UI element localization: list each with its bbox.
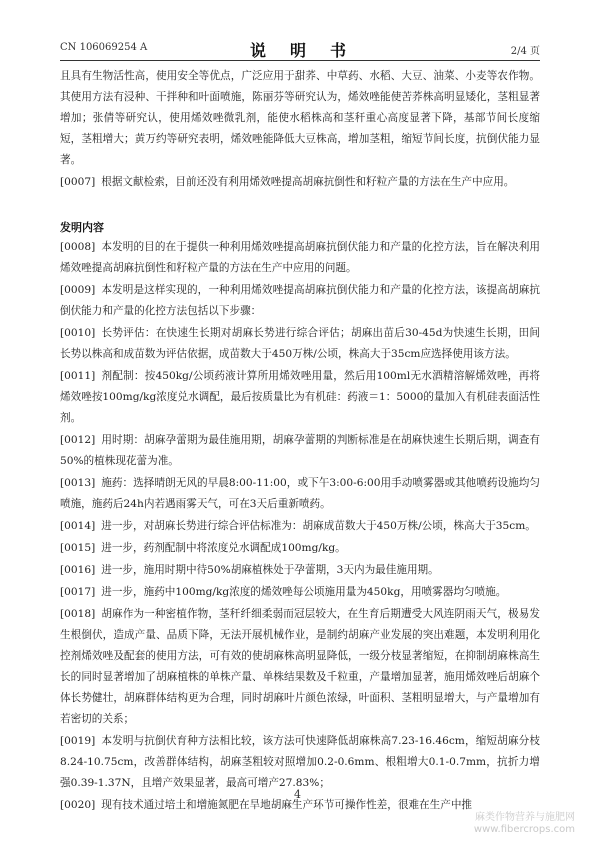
paragraph-0015 xyxy=(60,538,540,559)
paragraph-number: [0010] xyxy=(60,327,96,339)
paragraph-0018 xyxy=(60,604,540,730)
paragraph-text: 进一步，对胡麻长势进行综合评估标准为：胡麻成苗数大于450万株/公顷，株高大于35cm。 xyxy=(101,520,536,532)
paragraph-text: 本发明与抗倒伏育种方法相比较，该方法可快速降低胡麻株高7.23-16.46cm，缩短胡麻分枝8.24-10.75cm，改善群体结构，胡麻茎粗较对照增加0.2-0.6mm、根粗增大0.1-0.7mm，抗折力增强0.39-1.37N，且增产效果显著，最高可增产27.83%； xyxy=(60,735,540,789)
paragraph-text: 施药：选择晴朗无风的早晨8:00-11:00，或下午3:00-6:00用手动喷雾器或其他喷药设施均匀喷施，施药后24h内若遇雨雾天气，可在3天后重新喷药。 xyxy=(60,477,540,510)
paragraph-0008 xyxy=(60,237,540,279)
paragraph-text: 进一步，药剂配制中将浓度兑水调配成100mg/kg。 xyxy=(101,542,346,554)
paragraph-number: [0009] xyxy=(60,284,96,296)
paragraph-0009 xyxy=(60,280,540,322)
paragraph-number: [0013] xyxy=(60,477,96,489)
paragraph-text: 用时期：胡麻孕蕾期为最佳施用期，胡麻孕蕾期的判断标准是在胡麻快速生长期后期，调查有50%的植株现花蕾为准。 xyxy=(60,434,540,467)
paragraph-number: [0017] xyxy=(60,586,96,598)
page-indicator: 2/4 页 xyxy=(510,46,540,57)
paragraph-text: 本发明的目的在于提供一种利用烯效唑提高胡麻抗倒伏能力和产量的化控方法，旨在解决利用烯效唑提高胡麻抗倒性和籽粒产量的方法在生产中应用的问题。 xyxy=(60,241,540,274)
site-watermark xyxy=(474,812,575,836)
paragraph-0012 xyxy=(60,430,540,472)
paragraph-number: [0019] xyxy=(60,735,96,747)
watermark-line-2: www.fibercrops.com xyxy=(473,824,575,835)
section-title: 发明内容 xyxy=(60,221,104,234)
paragraph-text: 进一步，施药中100mg/kg浓度的烯效唑每公顷施用量为450kg，用喷雾器均匀喷施。 xyxy=(101,586,507,598)
patent-number: CN 106069254 A xyxy=(60,42,148,53)
paragraph-0017 xyxy=(60,582,540,603)
paragraph-number: [0011] xyxy=(60,370,96,382)
paragraph-0007 xyxy=(60,172,540,193)
paragraph-continuation: 且具有生物活性高，使用安全等优点，广泛应用于甜荞、中草药、水稻、大豆、油菜、小麦等农作物。其使用方法有浸种、干拌种和叶面喷施，陈丽芬等研究认为，烯效唑能使苦荞株高明显矮化，茎粗显著增加；张倩等研究认，使用烯效唑微乳剂，能使水稻株高和茎秆重心高度显著下降，基部节间长度缩短，茎粗增大；黄万约等研究表明，烯效唑能降低大豆株高，增加茎粗，缩短节间长度，抗倒伏能力显著。 xyxy=(60,70,540,166)
paragraph-text: 剂配制：按450kg/公顷药液计算所用烯效唑用量，然后用100ml无水酒精溶解烯效唑，再将烯效唑按100mg/kg浓度兑水调配，最后按质量比为有机硅：药液＝1：5000的量加入有机硅表面活性剂。 xyxy=(60,370,540,424)
paragraph-text: 胡麻作为一种密植作物，茎秆纤细柔弱而冠层较大，在生育后期遭受大风连阴雨天气，极易发生根倒伏，造成产量、品质下降，无法开展机械作业，是制约胡麻产业发展的突出难题，本发明利用化控剂烯效唑及配套的使用方法，可有效的使胡麻株高明显降低，一级分枝显著缩短，在抑制胡麻株高生长的同时显著增加了胡麻植株的单株产量、单株结果数及千粒重，产量增加显著，施用烯效唑后胡麻个体长势健壮，胡麻群体结构更为合理，同时胡麻叶片颜色浓绿，叶面积、茎粗明显增大，与产量增加有若密切的关系； xyxy=(60,608,540,725)
document-body xyxy=(60,66,540,816)
paragraph-text: 进一步，施用时期中待50%胡麻植株处于孕蕾期，3天内为最佳施用期。 xyxy=(101,564,439,576)
paragraph-0014 xyxy=(60,516,540,537)
page-number: 4 xyxy=(294,788,301,801)
paragraph-0019 xyxy=(60,731,540,794)
paragraph-number: [0007] xyxy=(60,176,96,188)
paragraph-0011 xyxy=(60,366,540,429)
paragraph-0013 xyxy=(60,473,540,515)
paragraph-text: 现有技术通过培土和增施氮肥在旱地胡麻生产环节可操作性差，很难在生产中推 xyxy=(101,799,473,811)
paragraph-number: [0014] xyxy=(60,520,96,532)
paragraph-number: [0012] xyxy=(60,434,96,446)
paragraph-0016 xyxy=(60,560,540,581)
document-title: 说 明 书 xyxy=(249,41,350,60)
page-header xyxy=(60,38,540,58)
paragraph-number: [0016] xyxy=(60,564,96,576)
watermark-line-1: 麻类作物营养与施肥网 xyxy=(475,812,575,823)
paragraph-number: [0008] xyxy=(60,241,96,253)
paragraph-number: [0020] xyxy=(60,799,96,811)
paragraph-text: 根据文献检索，目前还没有利用烯效唑提高胡麻抗倒性和籽粒产量的方法在生产中应用。 xyxy=(101,176,515,188)
paragraph-0010 xyxy=(60,323,540,365)
paragraph-text: 本发明是这样实现的，一种利用烯效唑提高胡麻抗倒伏能力和产量的化控方法，该提高胡麻抗倒伏能力和产量的化控方法包括以下步骤： xyxy=(60,284,540,317)
header-divider xyxy=(60,60,540,61)
paragraph-text: 长势评估：在快速生长期对胡麻长势进行综合评估；胡麻出苗后30-45d为快速生长期，田间长势以株高和成苗数为评估依据，成苗数大于450万株/公顷，株高大于35cm应选择使用该方法。 xyxy=(60,327,540,360)
paragraph-number: [0015] xyxy=(60,542,96,554)
paragraph-number: [0018] xyxy=(60,608,96,620)
